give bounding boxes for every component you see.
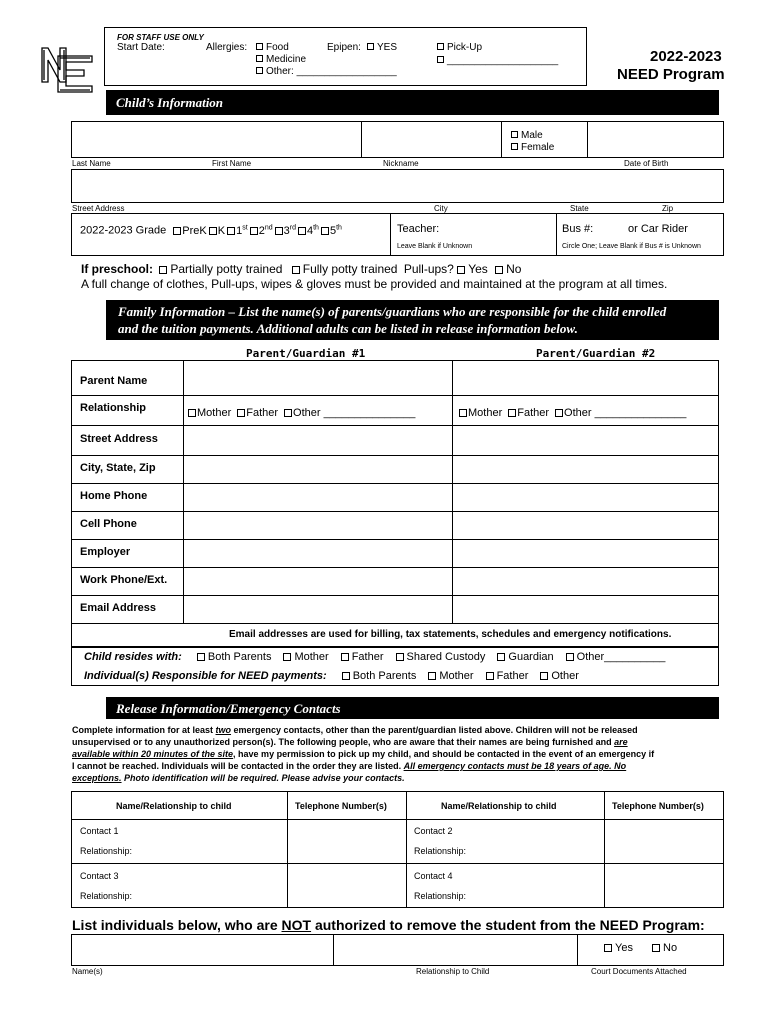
- release-paragraph: Complete information for at least two emergency contacts, other than the parent/guardian listed above. Children will not be released unsupervised or to any unauthorized person(s). The following people, who are aware that their names are being furnished and are available within 20 minutes of the site, have my permission to pick up my child, and should be contacted in the event of an emergency if I cannot be reached. Individuals will be contacted in the order they are listed. All emergency contacts must be 18 years of age. No exceptions. Photo identification will be required. Please advise your contacts.: [72, 725, 655, 783]
- checkbox-icon: [321, 227, 329, 235]
- option-5[interactable]: Other__________: [566, 651, 666, 663]
- first-name-label: First Name: [212, 159, 252, 168]
- col-phone-2: Telephone Number(s): [612, 801, 704, 811]
- relationship-mother[interactable]: Mother: [459, 407, 502, 419]
- checkbox-icon: [566, 653, 574, 661]
- checkbox-icon: [209, 227, 217, 235]
- checkbox-icon: [508, 409, 516, 417]
- program-year: 2022-2023: [650, 48, 722, 65]
- checkbox-icon: [173, 227, 181, 235]
- contact-4-label: Contact 4: [414, 871, 453, 881]
- relationship-other[interactable]: Other _______________: [284, 407, 415, 419]
- checkbox-icon: [437, 43, 444, 50]
- option-3[interactable]: Other: [540, 670, 579, 682]
- epipen-yes[interactable]: YES: [367, 42, 397, 53]
- option-3[interactable]: Shared Custody: [396, 651, 486, 663]
- family-row-label: City, State, Zip: [80, 462, 156, 474]
- checkbox-icon: [298, 227, 306, 235]
- nickname-label: Nickname: [383, 159, 419, 168]
- contact-1-rel: Relationship:: [80, 846, 133, 856]
- grade-option[interactable]: 4th: [298, 225, 319, 237]
- checkbox-icon: [367, 43, 374, 50]
- relationship-father[interactable]: Father: [237, 407, 278, 419]
- checkbox-icon: [188, 409, 196, 417]
- allergy-food[interactable]: Food: [256, 42, 289, 53]
- dob-label: Date of Birth: [624, 159, 669, 168]
- col-phone-1: Telephone Number(s): [295, 801, 387, 811]
- pg1-header: Parent/Guardian #1: [246, 347, 366, 360]
- teacher-label: Teacher:: [397, 223, 440, 235]
- option-2[interactable]: Father: [486, 670, 529, 682]
- checkbox-icon: [250, 227, 258, 235]
- checkbox-icon: [511, 131, 518, 138]
- contact-3-rel: Relationship:: [80, 891, 133, 901]
- option-1[interactable]: Mother: [428, 670, 473, 682]
- allergy-other[interactable]: Other: __________________: [256, 66, 397, 77]
- responsible-line: Individual(s) Responsible for NEED payments: Both Parents Mother Father Other: [84, 670, 579, 682]
- grade-option[interactable]: 5th: [321, 225, 342, 237]
- pickup-checkbox[interactable]: Pick-Up: [437, 42, 482, 53]
- potty-fully[interactable]: Fully potty trained: [292, 262, 398, 276]
- family-row-label: Employer: [80, 546, 131, 558]
- address-row: [71, 169, 724, 203]
- teacher-note: Leave Blank if Unknown: [397, 243, 473, 250]
- child-info-header: Child’s Information: [106, 90, 719, 115]
- staff-heading: FOR STAFF USE ONLY: [117, 33, 204, 42]
- relationship-options-1: [188, 407, 415, 419]
- family-row-label: Cell Phone: [80, 518, 137, 530]
- not-authorized-title: List individuals below, who are NOT authorized to remove the student from the NEED Program:: [72, 917, 705, 933]
- pullups-yes[interactable]: Yes: [457, 262, 488, 276]
- epipen-label: Epipen:: [327, 42, 361, 53]
- checkbox-icon: [497, 653, 505, 661]
- contact-4-rel: Relationship:: [414, 891, 467, 901]
- checkbox-icon: [256, 67, 263, 74]
- checkbox-icon: [511, 143, 518, 150]
- contact-2-label: Contact 2: [414, 826, 453, 836]
- car-rider-label: or Car Rider: [628, 223, 688, 235]
- checkbox-icon: [555, 409, 563, 417]
- option-0[interactable]: Both Parents: [197, 651, 272, 663]
- family-table: [71, 360, 719, 647]
- checkbox-icon: [459, 409, 467, 417]
- bus-note: Circle One; Leave Blank if Bus # is Unknown: [562, 243, 701, 250]
- allergies-label: Allergies:: [206, 42, 248, 53]
- child-name-row: [71, 121, 724, 158]
- state-label: State: [570, 204, 589, 213]
- court-docs-label: Court Documents Attached: [591, 967, 687, 976]
- preschool-line: If preschool: Partially potty trained Fully potty trained Pull-ups? Yes No: [81, 262, 522, 276]
- checkbox-icon: [284, 409, 292, 417]
- col-name-1: Name/Relationship to child: [116, 801, 232, 811]
- checkbox-icon: [341, 653, 349, 661]
- contact-3-label: Contact 3: [80, 871, 119, 881]
- checkbox-icon: [604, 944, 612, 952]
- change-clothes-note: A full change of clothes, Pull-ups, wipes & gloves must be provided and maintained at the program at all times.: [81, 277, 668, 291]
- pullups-no[interactable]: No: [495, 262, 521, 276]
- city-label: City: [434, 204, 448, 213]
- release-header: Release Information/Emergency Contacts: [106, 697, 719, 719]
- street-label: Street Address: [72, 204, 125, 213]
- resides-line: Child resides with: Both Parents Mother Father Shared Custody Guardian Other__________: [84, 651, 666, 663]
- relationship-mother[interactable]: Mother: [188, 407, 231, 419]
- option-1[interactable]: Mother: [283, 651, 328, 663]
- checkbox-icon: [159, 266, 167, 274]
- checkbox-icon: [227, 227, 235, 235]
- contact-1-label: Contact 1: [80, 826, 119, 836]
- checkbox-icon: [495, 266, 503, 274]
- checkbox-icon: [540, 672, 548, 680]
- contact-2-rel: Relationship:: [414, 846, 467, 856]
- family-row-label: Work Phone/Ext.: [80, 574, 168, 586]
- checkbox-icon: [437, 56, 444, 63]
- checkbox-icon: [486, 672, 494, 680]
- grade-option[interactable]: PreK: [173, 225, 206, 237]
- grade-option[interactable]: 1st: [227, 225, 248, 237]
- checkbox-icon: [292, 266, 300, 274]
- court-yes[interactable]: Yes: [604, 942, 633, 954]
- option-0[interactable]: Both Parents: [342, 670, 417, 682]
- relationship-father[interactable]: Father: [508, 407, 549, 419]
- grade-option[interactable]: 2nd: [250, 225, 273, 237]
- checkbox-icon: [256, 43, 263, 50]
- last-name-label: Last Name: [72, 159, 111, 168]
- relationship-options-2: [459, 407, 686, 419]
- pg2-header: Parent/Guardian #2: [536, 347, 656, 360]
- school-logo: [38, 40, 98, 98]
- email-note: Email addresses are used for billing, tax statements, schedules and emergency notifications.: [229, 629, 672, 640]
- grade-options: [169, 225, 342, 237]
- court-no[interactable]: No: [652, 942, 677, 954]
- checkbox-icon: [237, 409, 245, 417]
- grade-option[interactable]: 3rd: [275, 225, 296, 237]
- gender-female[interactable]: Female: [511, 142, 554, 153]
- bus-label: Bus #:: [562, 223, 594, 235]
- program-name: NEED Program: [617, 66, 725, 83]
- checkbox-icon: [283, 653, 291, 661]
- checkbox-icon: [457, 266, 465, 274]
- checkbox-icon: [428, 672, 436, 680]
- family-row-label: Parent Name: [80, 375, 148, 387]
- grade-option[interactable]: K: [209, 225, 225, 237]
- relationship-label: Relationship to Child: [416, 967, 490, 976]
- pickup-blank[interactable]: ____________________: [437, 55, 558, 66]
- family-row-label: Email Address: [80, 602, 157, 614]
- family-row-label: Street Address: [80, 433, 158, 445]
- relationship-other[interactable]: Other _______________: [555, 407, 686, 419]
- family-row-label: Relationship: [80, 402, 147, 414]
- start-date-label: Start Date:: [117, 42, 165, 53]
- option-2[interactable]: Father: [341, 651, 384, 663]
- checkbox-icon: [256, 55, 263, 62]
- option-4[interactable]: Guardian: [497, 651, 553, 663]
- names-label: Name(s): [72, 967, 103, 976]
- allergy-medicine[interactable]: Medicine: [256, 54, 306, 65]
- col-name-2: Name/Relationship to child: [441, 801, 557, 811]
- family-info-header: Family Information – List the name(s) of parents/guardians who are responsible for the child enrolled and the tuition payments. Additional adults can be listed in release information below.: [106, 300, 719, 340]
- gender-male[interactable]: Male: [511, 130, 543, 141]
- checkbox-icon: [342, 672, 350, 680]
- potty-partial[interactable]: Partially potty trained: [156, 262, 282, 276]
- checkbox-icon: [652, 944, 660, 952]
- zip-label: Zip: [662, 204, 674, 213]
- grade-selector: 2022-2023 Grade PreK K 1st 2nd 3rd 4th 5th: [80, 224, 342, 237]
- family-row-label: Home Phone: [80, 490, 148, 502]
- checkbox-icon: [396, 653, 404, 661]
- checkbox-icon: [197, 653, 205, 661]
- checkbox-icon: [275, 227, 283, 235]
